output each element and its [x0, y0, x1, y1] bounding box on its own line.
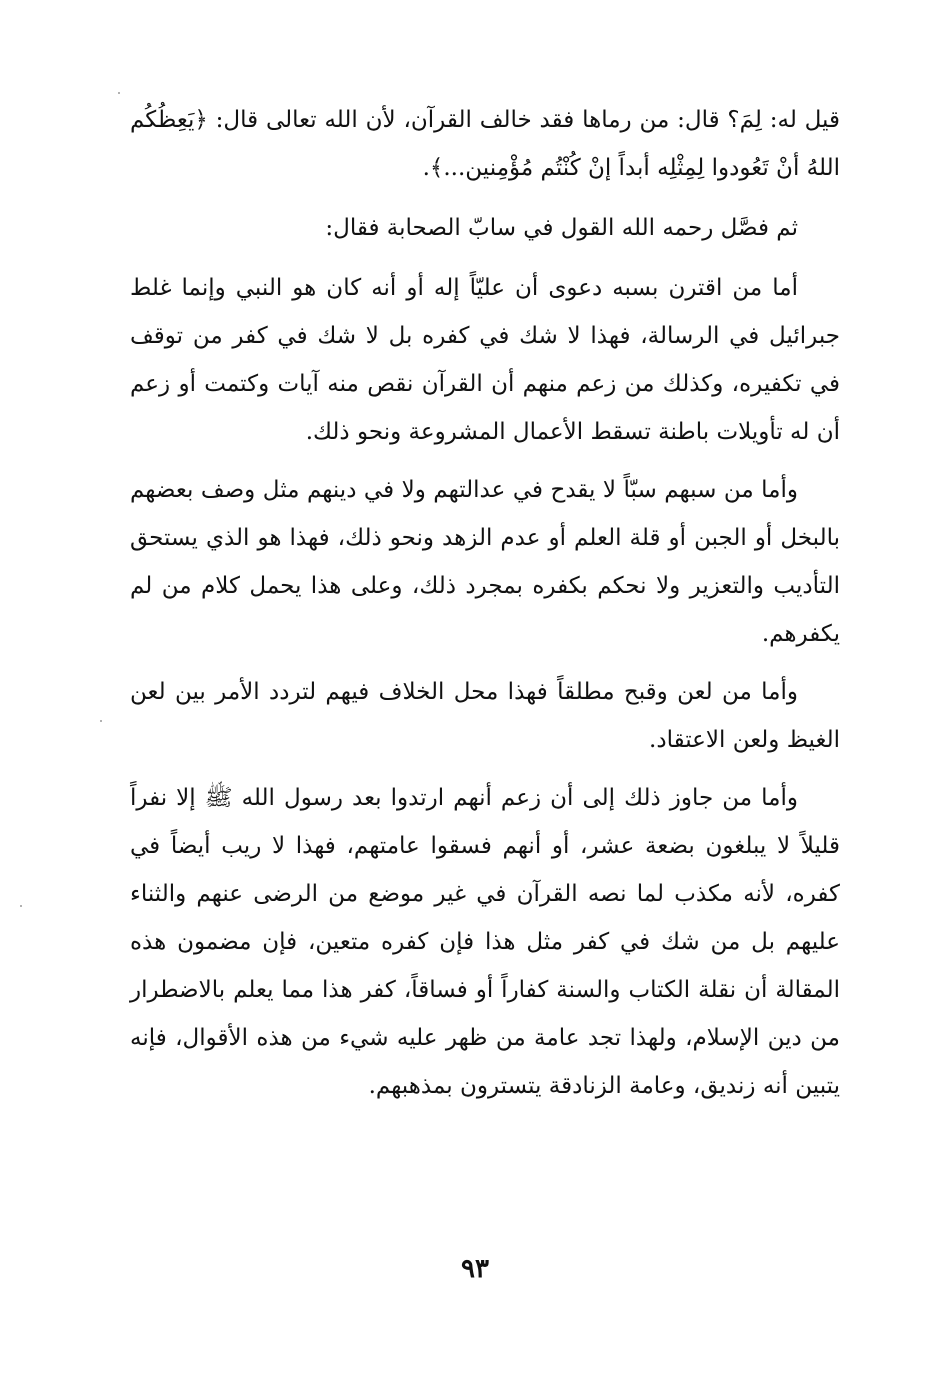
paragraph-second-category: وأما من سبهم سبّاً لا يقدح في عدالتهم ولا في دينهم مثل وصف بعضهم بالبخل أو الجبن أو قلة العلم أو عدم الزهد ونحو ذلك، فهذا هو الذي يستحق التأديب والتعزير ولا نحكم بكفره بمجرد ذلك، وعلى هذا يحمل كلام من لم يكفرهم.	[130, 477, 840, 647]
paragraph-fourth-category: وأما من جاوز ذلك إلى أن زعم أنهم ارتدوا بعد رسول الله ﷺ إلا نفراً قليلاً لا يبلغون بضعة عشر، أو أنهم فسقوا عامتهم، فهذا لا ريب أيضاً في كفره، لأنه مكذب لما نصه القرآن في غير موضع من الرضى عنهم والثناء عليهم بل من شك في كفر مثل هذا فإن كفره متعين، فإن مضمون هذه المقالة أن نقلة الكتاب والسنة كفاراً أو فساقاً، كفر هذا مما يعلم بالاضطرار من دين الإسلام، ولهذا تجد عامة من ظهر عليه شيء من هذه الأقوال، فإنه يتبين أنه زنديق، وعامة الزنادقة يتسترون بمذهبهم.	[130, 785, 840, 1099]
paragraph-introduction: ثم فصَّل رحمه الله القول في سابّ الصحابة فقال:	[325, 215, 798, 241]
page-body-text	[130, 96, 840, 1110]
page-number: ٩٣	[461, 1254, 489, 1284]
paragraph-third-category: وأما من لعن وقبح مطلقاً فهذا محل الخلاف فيهم لتردد الأمر بين لعن الغيظ ولعن الاعتقاد.	[130, 679, 840, 753]
scan-speck	[20, 905, 22, 907]
scan-speck	[118, 92, 120, 94]
paragraph-first-category: أما من اقترن بسبه دعوى أن عليّاً إله أو أنه كان هو النبي وإنما غلط جبرائيل في الرسالة، فهذا لا شك في كفره بل لا شك في كفر من توقف في تكفيره، وكذلك من زعم منهم أن القرآن نقص منه آيات وكتمت أو زعم أن له تأويلات باطنة تسقط الأعمال المشروعة ونحو ذلك.	[130, 275, 840, 445]
scan-speck	[100, 720, 102, 722]
paragraph-quran-citation: قيل له: لِمَ؟ قال: من رماها فقد خالف القرآن، لأن الله تعالى قال: ﴿يَعِظُكُم اللهُ أنْ تَعُودوا لِمِثْلِه أبداً إنْ كُنْتُم مُؤْمِنين...﴾.	[130, 107, 840, 181]
